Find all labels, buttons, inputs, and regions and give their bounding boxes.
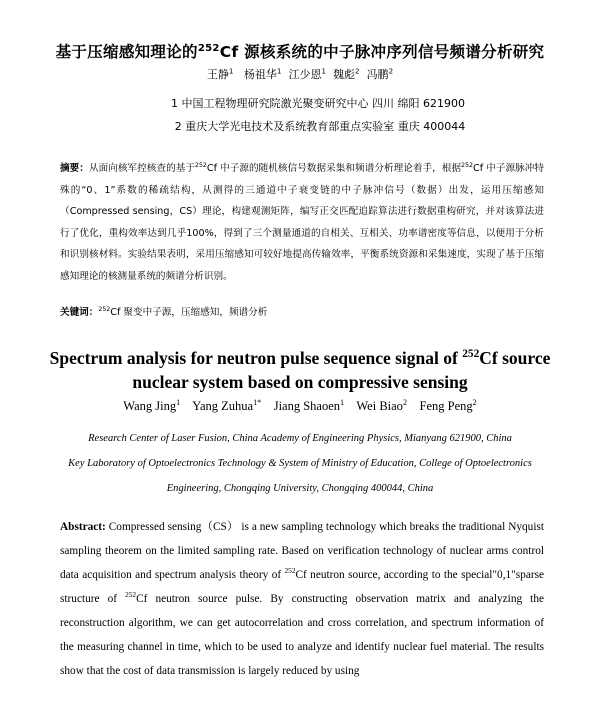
author-affiliation-mark: 1 [176, 397, 181, 407]
author [123, 399, 180, 413]
isotope-superscript: 252 [284, 566, 296, 576]
english-title-part: Spectrum analysis for neutron pulse sequence signal of [49, 348, 463, 368]
abstract-text: Cf neutron source pulse. By constructing observation matrix and analyzing the reconstruction algorithm, we can get autocorrelation and cross correlation, and spectrum information of the measuring channel in time, which to be used to analyze and identify nuclear fuel material. The results show that the cost of data transmission is largely reduced by using [60, 593, 544, 677]
chinese-affiliation-1: 1 中国工程物理研究院激光聚变研究中心 四川 绵阳 621900 [171, 97, 465, 110]
abstract-text: Cf 中子源的随机核信号数据采集和频谱分析理论着手，根据 [206, 163, 462, 174]
isotope-superscript: 252 [98, 305, 111, 313]
chinese-title-part: Cf 源核系统的中子脉冲序列信号频谱分析研究 [219, 43, 545, 61]
author [244, 68, 282, 81]
chinese-title-part: 基于压缩感知理论的 [55, 43, 198, 61]
author-name: Jiang Shaoen [273, 399, 341, 413]
author [288, 68, 326, 81]
author [207, 68, 234, 81]
author [192, 399, 261, 413]
author-affiliation-mark: 1 [340, 397, 345, 407]
isotope-superscript: 252 [125, 590, 137, 600]
author-affiliation-mark: 1 [321, 66, 327, 76]
author [333, 68, 360, 81]
author-name: Wang Jing [123, 399, 177, 413]
author-affiliation-mark: 2 [472, 397, 477, 407]
english-affiliation-2: Key Laboratory of Optoelectronics Technology & System of Ministry of Education, College of Optoelectronics Engineering, Chongqing University, Chongqing 400044, China [68, 458, 532, 494]
author [420, 399, 477, 413]
chinese-title [0, 40, 600, 62]
english-title-part: Cf source nuclear system based on compressive sensing [132, 348, 551, 392]
english-affiliation-1: Research Center of Laser Fusion, China Academy of Engineering Physics, Mianyang 621900, China [88, 433, 512, 444]
author-affiliation-mark: 2 [355, 66, 360, 76]
author-name: 冯鹏 [366, 68, 389, 81]
chinese-authors [0, 66, 600, 82]
chinese-affiliation-2: 2 重庆大学光电技术及系统教育部重点实验室 重庆 400044 [174, 120, 466, 133]
author [367, 68, 394, 81]
author-affiliation-mark: 2 [402, 397, 407, 407]
author-name: Feng Peng [419, 399, 473, 413]
author-affiliation-mark: 1 [276, 66, 282, 76]
chinese-title-superscript: 252 [197, 42, 220, 54]
author-name: Wei Biao [356, 399, 403, 413]
english-abstract [60, 515, 544, 683]
keywords-text: Cf 聚变中子源，压缩感知，频谱分析 [110, 307, 268, 318]
isotope-superscript: 252 [195, 161, 207, 169]
abstract-text: Cf 中子源脉冲特殊的“0、1”系数的稀疏结构，从测得的三通道中子衰变链的中子脉冲信号（数据）出发，运用压缩感知（Compressed sensing，CS）理论，构建观测矩阵，编写正交匹配追踪算法进行数据重构研究，并对该算法进行了优化，重构效率达到几乎100%，得到了三个测量通道的自相关、互相关、功率谱密度等信息，以便用于分析和识别核材料。实验结果表明，采用压缩感知可较好地提高传输效率，平衡系统资源和采集速度，实现了基于压缩感知理论的核测量系统的频谱分析识别。 [60, 163, 545, 282]
author-name: 王静 [206, 68, 229, 81]
abstract-label: 摘要： [60, 163, 89, 174]
abstract-text: Cf neutron source, according to the special"0,1"sparse structure of [60, 569, 545, 605]
english-title [40, 346, 560, 394]
author [274, 399, 344, 413]
keywords-label: 关键词： [60, 307, 99, 318]
abstract-label: Abstract: [60, 521, 106, 533]
english-title-superscript: 252 [462, 348, 480, 361]
author-affiliation-mark: 2 [388, 66, 394, 76]
english-authors [0, 399, 600, 414]
author-name: Yang Zuhua [192, 399, 254, 413]
english-affiliations [40, 426, 560, 501]
author-affiliation-mark: 1 [228, 66, 234, 76]
author-name: 魏彪 [333, 68, 356, 81]
author [356, 399, 407, 413]
chinese-keywords [60, 305, 544, 321]
author-name: 江少恩 [288, 68, 322, 81]
abstract-text: 从面向核军控核查的基于 [88, 163, 195, 174]
isotope-superscript: 252 [461, 161, 474, 169]
author-affiliation-mark: 1* [253, 397, 262, 407]
chinese-abstract [60, 158, 544, 288]
abstract-text: Compressed sensing（CS） is a new sampling technology which breaks the traditional Nyquist sampling theorem on the limited sampling rate. Based on verification technology of nuclear arms control data acquisition and spectrum analysis theory of [60, 521, 544, 581]
author-name: 杨祖华 [243, 68, 277, 81]
